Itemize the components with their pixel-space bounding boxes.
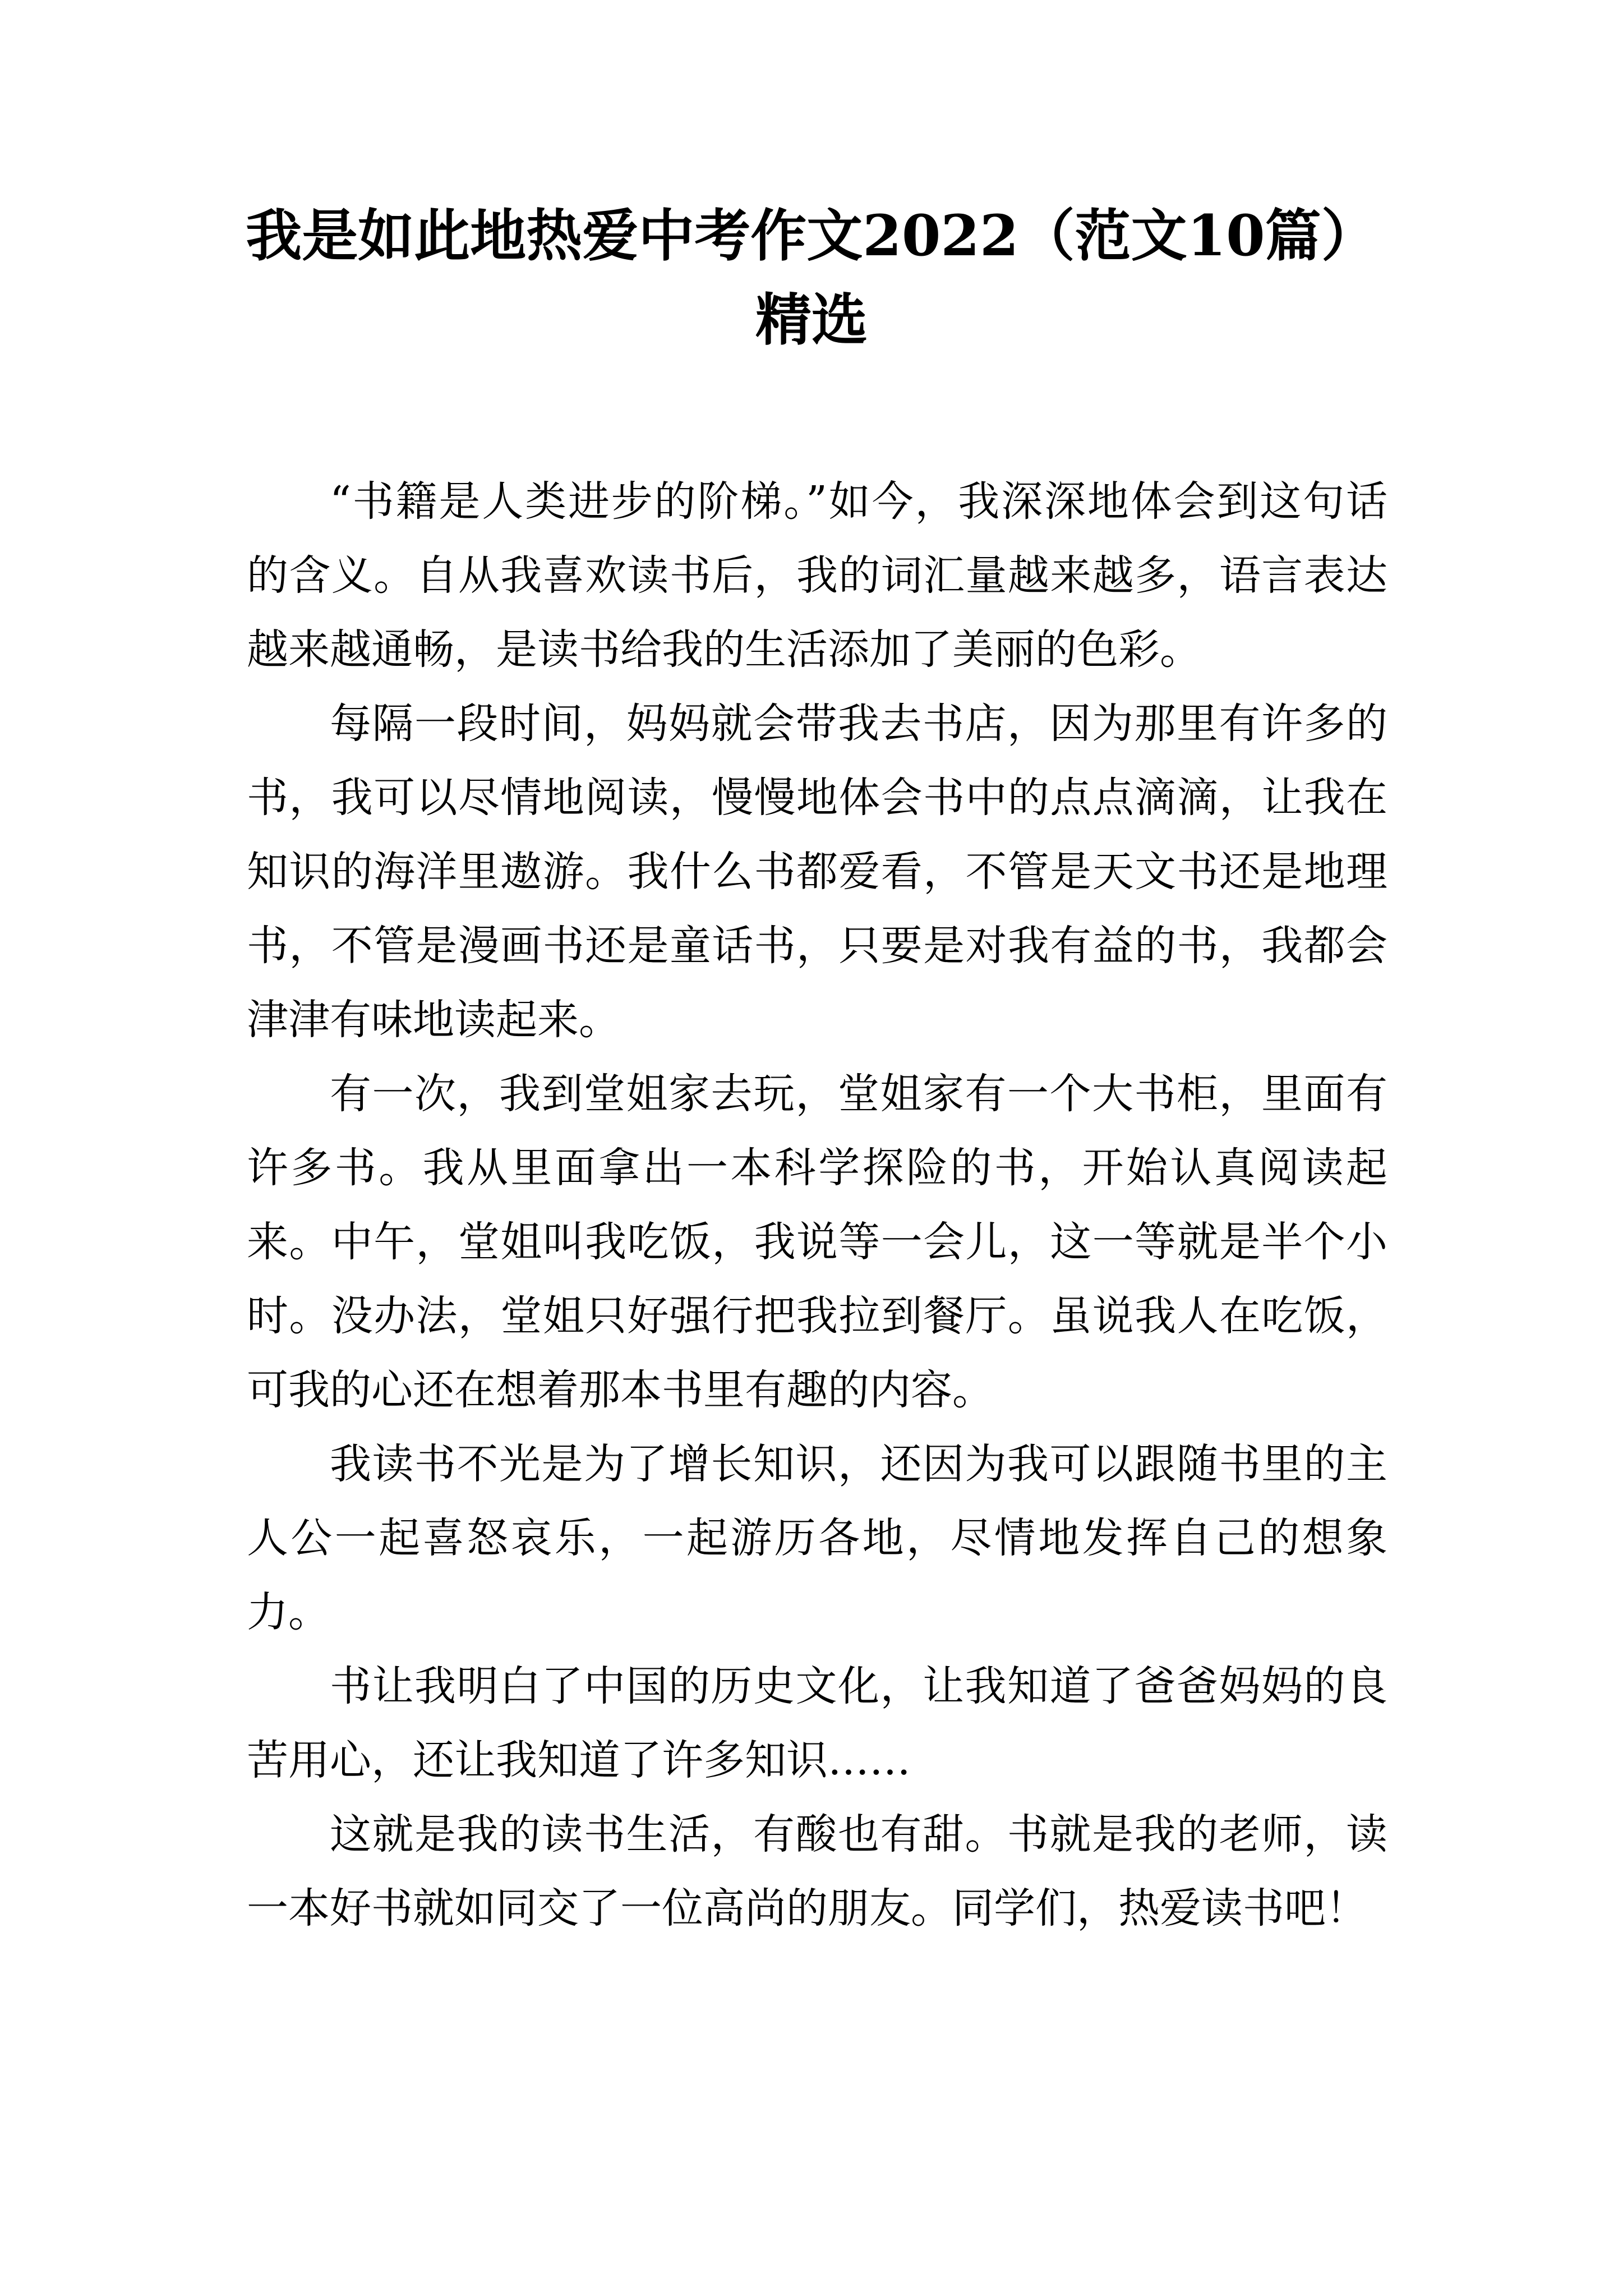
title-line-1: 我是如此地热爱中考作文2022（范文10篇）	[246, 203, 1377, 269]
document-body	[247, 464, 1387, 1945]
paragraph-3: 有一次，我到堂姐家去玩，堂姐家有一个大书柜，里面有许多书。我从里面拿出一本科学探险的书，开始认真阅读起来。中午，堂姐叫我吃饭，我说等一会儿，这一等就是半个小时。没办法，堂姐只好强行把我拉到餐厅。虽说我人在吃饭，可我的心还在想着那本书里有趣的内容。	[247, 1070, 1387, 1414]
title-line-2: 精选	[755, 287, 868, 353]
paragraph-4: 我读书不光是为了增长知识，还因为我可以跟随书里的主人公一起喜怒哀乐，一起游历各地，尽情地发挥自己的想象力。	[247, 1440, 1387, 1636]
document-title	[213, 194, 1410, 362]
paragraph-5: 书让我明白了中国的历史文化，让我知道了爸爸妈妈的良苦用心，还让我知道了许多知识……	[247, 1662, 1387, 1784]
paragraph-2: 每隔一段时间，妈妈就会带我去书店，因为那里有许多的书，我可以尽情地阅读，慢慢地体会书中的点点滴滴，让我在知识的海洋里遨游。我什么书都爱看，不管是天文书还是地理书，不管是漫画书还是童话书，只要是对我有益的书，我都会津津有味地读起来。	[247, 700, 1387, 1044]
paragraph-6: 这就是我的读书生活，有酸也有甜。书就是我的老师，读一本好书就如同交了一位高尚的朋友。同学们，热爱读书吧！	[247, 1810, 1387, 1932]
paragraph-1: “书籍是人类进步的阶梯。”如今，我深深地体会到这句话的含义。自从我喜欢读书后，我的词汇量越来越多，语言表达越来越通畅，是读书给我的生活添加了美丽的色彩。	[247, 477, 1387, 674]
